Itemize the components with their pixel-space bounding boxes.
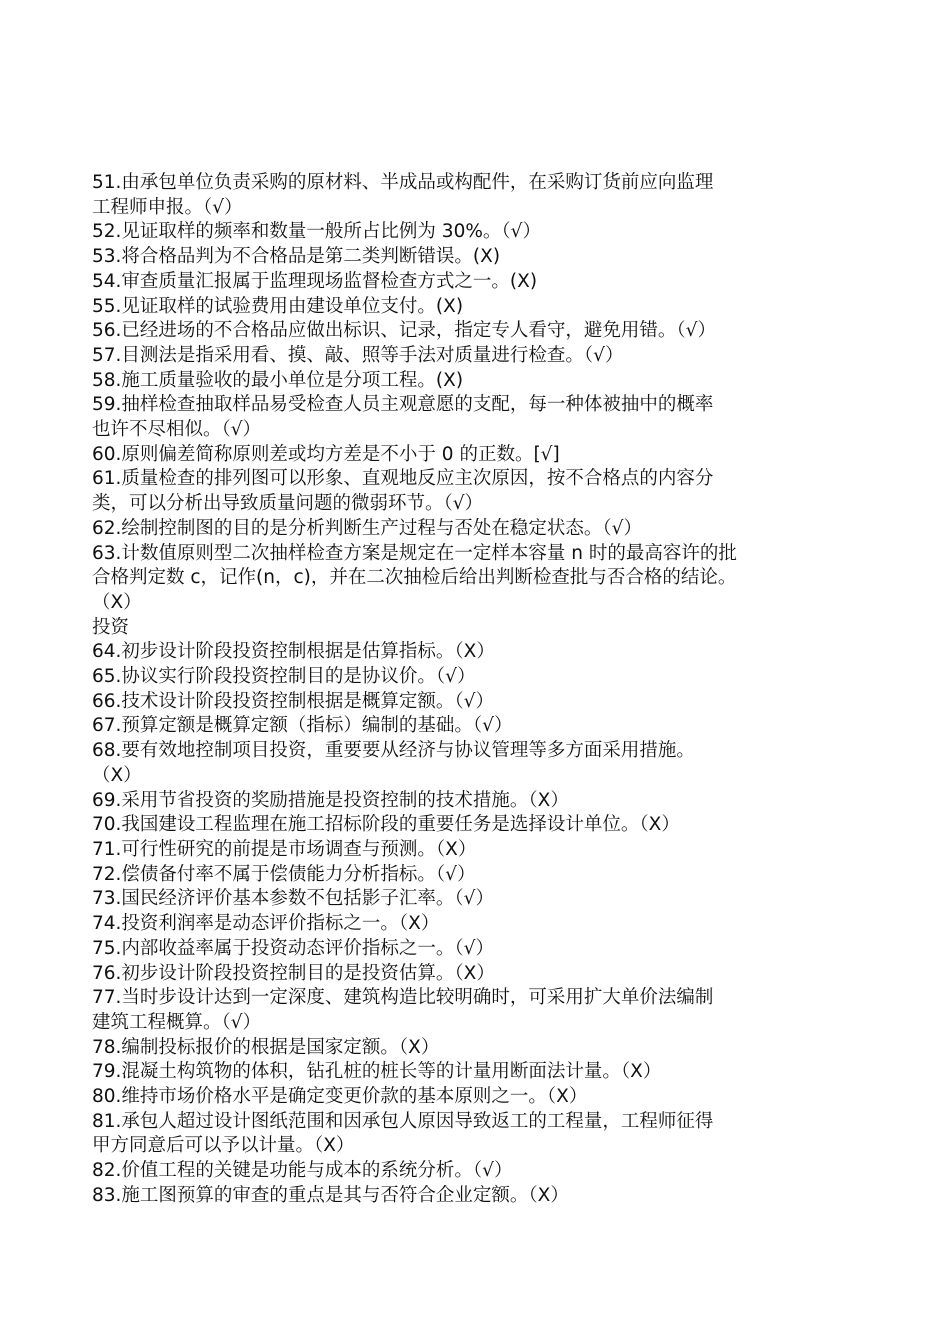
text-line: 合格判定数 c，记作(n，c)，并在二次抽检后给出判断检查批与否合格的结论。 — [92, 567, 737, 589]
text-line: 建筑工程概算。（√） — [92, 1011, 262, 1033]
text-line: 62.绘制控制图的目的是分析判断生产过程与否处在稳定状态。（√） — [92, 517, 642, 539]
text-line: 工程师申报。（√） — [92, 196, 243, 218]
text-line: 73.国民经济评价基本参数不包括影子汇率。（√） — [92, 888, 494, 910]
text-line: 55.见证取样的试验费用由建设单位支付。(X) — [92, 295, 464, 317]
text-line: 66.技术设计阶段投资控制根据是概算定额。（√） — [92, 690, 494, 712]
text-line: 67.预算定额是概算定额（指标）编制的基础。（√） — [92, 715, 513, 737]
text-line: 65.协议实行阶段投资控制目的是协议价。（√） — [92, 666, 476, 688]
text-line: 64.初步设计阶段投资控制根据是估算指标。（X） — [92, 641, 495, 663]
text-line: 80.维持市场价格水平是确定变更价款的基本原则之一。（X） — [92, 1086, 588, 1108]
text-line: 77.当时步设计达到一定深度、建筑构造比较明确时，可采用扩大单价法编制 — [92, 987, 714, 1009]
text-line: 54.审查质量汇报属于监理现场监督检查方式之一。(X) — [92, 270, 538, 292]
text-line: 68.要有效地控制项目投资，重要要从经济与协议管理等多方面采用措施。 — [92, 740, 695, 762]
text-line: （X） — [92, 591, 142, 613]
text-line: 甲方同意后可以予以计量。（X） — [92, 1135, 355, 1157]
text-line: 83.施工图预算的审查的重点是其与否符合企业定额。（X） — [92, 1184, 569, 1206]
text-line: 53.将合格品判为不合格品是第二类判断错误。(X) — [92, 246, 501, 268]
text-line: 57.目测法是指采用看、摸、敲、照等手法对质量进行检查。（√） — [92, 344, 624, 366]
text-line: 类，可以分析出导致质量问题的微弱环节。（√） — [92, 493, 484, 515]
text-line: 60.原则偏差简称原则差或均方差是不小于 0 的正数。[√] — [92, 443, 560, 465]
text-line: 58.施工质量验收的最小单位是分项工程。(X) — [92, 369, 464, 391]
text-line: 59.抽样检查抽取样品易受检查人员主观意愿的支配，每一种体被抽中的概率 — [92, 394, 714, 416]
text-line: 75.内部收益率属于投资动态评价指标之一。（√） — [92, 937, 494, 959]
text-line: 79.混凝土构筑物的体积，钻孔桩的桩长等的计量用断面法计量。（X） — [92, 1061, 662, 1083]
text-line: 61.质量检查的排列图可以形象、直观地反应主次原因，按不合格点的内容分 — [92, 468, 714, 490]
text-line: 81.承包人超过设计图纸范围和因承包人原因导致返工的工程量，工程师征得 — [92, 1110, 714, 1132]
text-line: 72.偿债备付率不属于偿债能力分析指标。（√） — [92, 863, 476, 885]
text-line: 63.计数值原则型二次抽样检查方案是规定在一定样本容量 n 时的最高容许的批 — [92, 542, 737, 564]
text-line: 51.由承包单位负责采购的原材料、半成品或构配件，在采购订货前应向监理 — [92, 172, 714, 193]
section-heading: 投资 — [92, 616, 130, 638]
text-line: 70.我国建设工程监理在施工招标阶段的重要任务是选择设计单位。（X） — [92, 814, 680, 836]
text-line: 74.投资利润率是动态评价指标之一。（X） — [92, 913, 440, 935]
text-line: 78.编制投标报价的根据是国家定额。（X） — [92, 1036, 440, 1058]
text-line: 76.初步设计阶段投资控制目的是投资估算。（X） — [92, 962, 495, 984]
text-line: 56.已经进场的不合格品应做出标识、记录，指定专人看守，避免用错。（√） — [92, 320, 716, 342]
document-page — [92, 171, 892, 1209]
text-line: 也许不尽相似。（√） — [92, 419, 262, 441]
text-line: 52.见证取样的频率和数量一般所占比例为 30%。（√） — [92, 221, 541, 243]
text-line: 69.采用节省投资的奖励措施是投资控制的技术措施。（X） — [92, 789, 569, 811]
text-line: （X） — [92, 764, 142, 786]
text-line: 71.可行性研究的前提是市场调查与预测。（X） — [92, 838, 477, 860]
text-line: 82.价值工程的关键是功能与成本的系统分析。（√） — [92, 1160, 513, 1182]
